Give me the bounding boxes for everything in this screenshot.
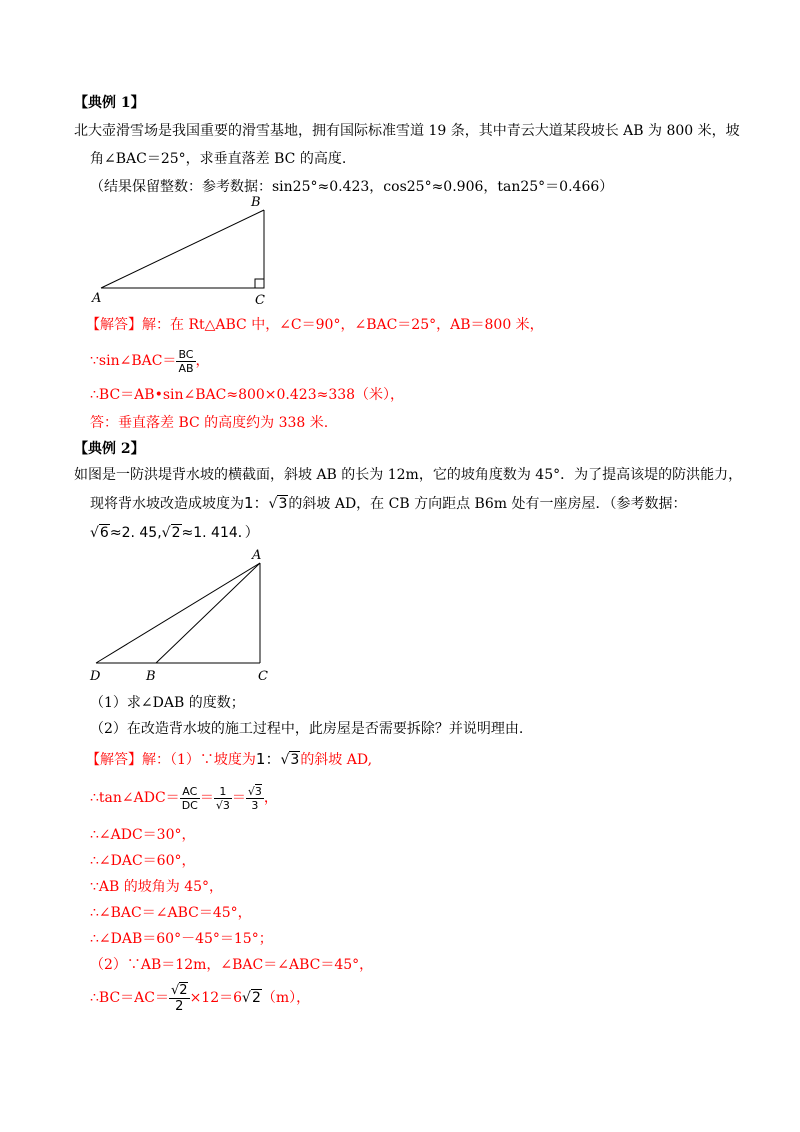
solution-text: （m）， [261,990,311,1006]
segment-ab [101,210,264,288]
example1-solution-line4: 答：垂直落差 BC 的高度约为 338 米. [90,415,329,431]
radicand: 2 [179,982,188,998]
label-c: C [255,293,265,308]
example1-problem-line2: 角∠BAC＝25°，求垂直落差 BC 的高度. [90,151,347,167]
fraction-sqrt2-2 [169,983,190,1014]
label-b: B [251,195,261,210]
sqrt-3: √3 [280,752,300,768]
sqrt-2: √2 [161,525,181,541]
example1-problem-line1: 北大壶滑雪场是我国重要的滑雪基地，拥有国际标准雪道 19 条，其中青云大道某段坡长 AB 为 800 米，坡 [74,123,740,139]
problem-text: 的斜坡 AD，在 CB 方向距点 B6m 处有一座房屋．（参考数据： [288,496,687,512]
example2-solution-line5: ∵AB 的坡角为 45°， [90,879,224,895]
radicand: 3 [278,496,288,512]
segment-da [96,563,260,663]
solution-text: 的斜坡 AD, [300,752,373,768]
solution-tag: 【解答】 [86,317,142,333]
solution-text: 解：在 Rt△ABC 中，∠C＝90°，∠BAC＝25°，AB＝800 米， [142,317,544,333]
fraction-numerator: √3 [247,784,262,798]
fraction-1-sqrt3 [214,785,232,812]
fraction-denominator: √3 [215,798,230,812]
example2-solution-line7: ∴∠DAB＝60°－45°＝15°； [90,931,273,947]
reference-value: ≈1. 414．） [181,525,259,541]
problem-text: 现将背水坡改造成坡度为 [90,496,244,512]
example2-solution-line1 [86,750,372,769]
example2-solution-line8: （2）∵AB＝12m，∠BAC＝∠ABC＝45°， [90,957,374,973]
radicand: 2 [251,990,261,1006]
figure-dike-cross-section [86,546,276,686]
solution-text: 解：（1）∵坡度为 [142,752,256,768]
label-c: C [258,669,268,684]
label-a: A [92,291,102,306]
example2-question2: （2）在改造背水坡的施工过程中，此房屋是否需要拆除？并说明理由. [90,721,524,737]
example2-problem-line1: 如图是一防洪堤背水坡的横截面，斜坡 AB 的长为 12m，它的坡角度数为 45°．为了提高该堤的防洪能力， [74,467,743,483]
fraction-denominator: 3 [251,798,259,812]
label-a: A [252,548,262,563]
radicand: 2 [171,525,181,541]
fraction-numerator: 1 [214,785,232,799]
label-d: D [90,669,101,684]
sqrt-3: √3 [268,496,288,512]
fraction-denominator: AB [178,361,194,375]
radicand: 3 [254,784,262,798]
fraction-sqrt3-3 [246,785,264,812]
example1-solution-line2 [90,346,210,376]
solution-text: ， [263,790,278,806]
solution-text: ×12＝6 [189,990,243,1006]
example2-solution-line6: ∴∠BAC＝∠ABC＝45°， [90,905,252,921]
example1-heading: 【典例 1】 [74,95,145,111]
example1-problem-line3: （结果保留整数：参考数据：sin25°≈0.423，cos25°≈0.906，tan25°＝0.466） [90,179,614,195]
fraction-denominator: DC [181,798,198,812]
example2-problem-line2 [90,494,686,513]
fraction-numerator: AC [180,785,200,799]
fraction-numerator: BC [176,348,195,362]
right-angle-mark [255,279,264,288]
solution-text: ， [195,353,210,369]
ratio-text: 1： [255,750,281,768]
solution-tag: 【解答】 [86,752,142,768]
example2-solution-line4: ∴∠DAC＝60°， [90,853,196,869]
example2-heading: 【典例 2】 [74,441,145,457]
example2-problem-line3 [90,524,259,542]
solution-text: ∴BC＝AC＝ [90,990,169,1006]
label-b: B [146,669,156,684]
solution-text: ∴tan∠ADC＝ [90,790,180,806]
sqrt-6: √6 [90,525,109,541]
fraction-denominator: 2 [175,998,184,1014]
sqrt-2: √2 [242,990,261,1006]
example2-question1: （1）求∠DAB 的度数； [90,695,245,711]
fraction-numerator: √2 [171,982,188,998]
radicand: 3 [290,752,300,768]
fraction-ac-dc [180,785,200,812]
equals-sign: ＝ [199,790,214,806]
radicand: 6 [99,525,109,541]
example2-solution-line9 [90,976,310,1020]
example1-solution-line3: ∴BC＝AB•sin∠BAC≈800×0.423≈338（米）， [90,387,405,403]
segment-ba [156,563,260,663]
figure-triangle-abc [88,192,278,310]
solution-text: ∵sin∠BAC＝ [90,353,177,369]
example2-solution-line2 [90,780,278,816]
fraction-bc-ab [176,348,195,375]
reference-value: ≈2. 45, [109,525,162,541]
example2-solution-line3: ∴∠ADC＝30°， [90,827,196,843]
example1-solution-line1 [86,316,544,334]
ratio-text: 1： [244,494,269,512]
radicand: 3 [222,798,230,812]
equals-sign: ＝ [231,790,246,806]
